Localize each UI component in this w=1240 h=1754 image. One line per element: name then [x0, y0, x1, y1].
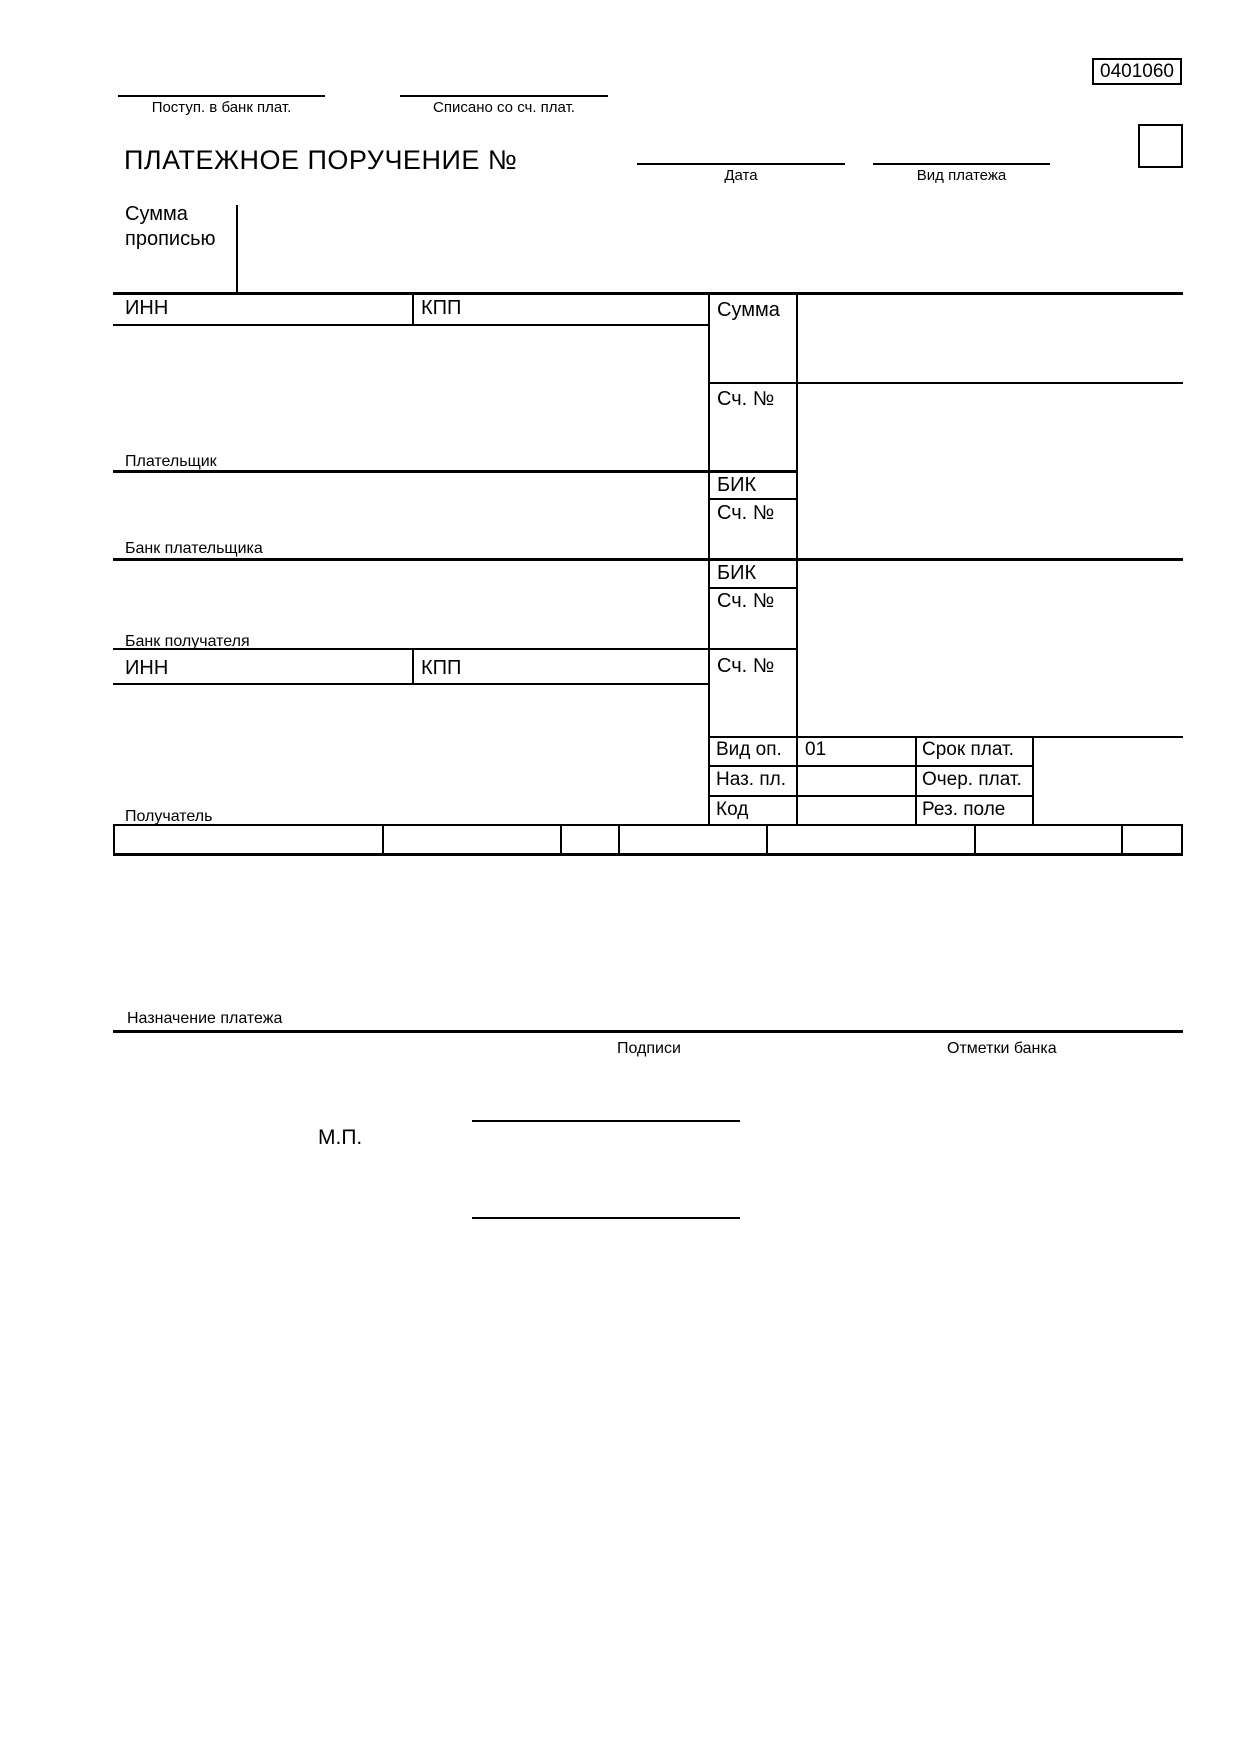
amount-words-label-2: прописью [125, 228, 216, 250]
payee-bank-account-field[interactable] [800, 589, 1180, 647]
divider [118, 95, 325, 97]
bank-marks-label: Отметки банка [947, 1040, 1057, 1057]
payee-kpp-label: КПП [421, 657, 462, 679]
divider [382, 826, 384, 854]
stamp-place-label: М.П. [318, 1126, 363, 1149]
divider [236, 205, 238, 293]
divider [708, 293, 710, 825]
payer-bank-label: Банк плательщика [125, 540, 263, 557]
tax-requisite-field-4[interactable] [769, 828, 972, 852]
payee-inn-label: ИНН [125, 657, 169, 679]
divider [400, 95, 608, 97]
payment-type-field[interactable] [873, 134, 1050, 161]
signature-line-1 [472, 1120, 740, 1122]
divider [412, 293, 414, 325]
divider [618, 826, 620, 854]
operation-type-value: 01 [805, 739, 827, 760]
payee-name-field[interactable] [115, 686, 705, 806]
divider [1121, 826, 1123, 854]
payer-inn-label: ИНН [125, 297, 169, 319]
payer-name-field[interactable] [115, 327, 705, 467]
purpose-code-label: Наз. пл. [716, 769, 786, 790]
amount-words-label-1: Сумма [125, 203, 188, 225]
form-code: 0401060 [1100, 61, 1174, 82]
payment-number-field[interactable] [480, 142, 630, 170]
divider [709, 382, 1183, 384]
divider [1032, 737, 1034, 825]
date-field[interactable] [637, 134, 845, 161]
divider [709, 795, 1033, 797]
payer-account-label: Сч. № [717, 388, 775, 410]
payee-inn-field[interactable] [170, 652, 410, 681]
payer-status-box[interactable] [1138, 124, 1183, 168]
debited-from-account-label: Списано со сч. плат. [433, 99, 575, 116]
payee-underline [113, 824, 1183, 826]
amount-field[interactable] [800, 295, 1180, 380]
divider [709, 765, 1033, 767]
payer-label: Плательщик [125, 453, 217, 470]
page-title: ПЛАТЕЖНОЕ ПОРУЧЕНИЕ № [124, 145, 518, 175]
payee-label: Получатель [125, 808, 213, 825]
tax-requisite-field-2[interactable] [385, 828, 558, 852]
divider [637, 163, 845, 165]
payer-bank-account-field[interactable] [800, 500, 1180, 556]
purpose-underline [113, 1030, 1183, 1033]
signature-line-2 [472, 1217, 740, 1219]
date-label: Дата [724, 167, 758, 184]
tax-requisite-field-1[interactable] [115, 828, 380, 852]
tax-requisite-field-5[interactable] [977, 828, 1119, 852]
payer-bank-bik-field[interactable] [800, 473, 1180, 497]
payee-account-field[interactable] [800, 652, 1180, 734]
payer-kpp-field[interactable] [467, 296, 707, 323]
payee-bank-name-field[interactable] [115, 561, 705, 645]
requisites-row-bottom [113, 853, 1183, 856]
tax-requisite-field-3[interactable] [621, 828, 764, 852]
payee-account-label: Сч. № [717, 655, 775, 677]
payment-purpose-label: Назначение платежа [127, 1010, 283, 1027]
payment-term-label: Срок плат. [922, 739, 1014, 760]
divider [796, 293, 798, 825]
payee-bank-bik-field[interactable] [800, 561, 1180, 586]
payment-purpose-field[interactable] [115, 858, 1180, 1008]
divider [709, 587, 797, 589]
divider [560, 826, 562, 854]
payee-bank-label: Банк получателя [125, 633, 250, 650]
divider [766, 826, 768, 854]
signatures-label: Подписи [617, 1040, 681, 1057]
received-in-bank-label: Поступ. в банк плат. [151, 99, 292, 116]
operation-type-label: Вид оп. [716, 739, 782, 760]
payee-kpp-field[interactable] [467, 652, 707, 681]
divider [873, 163, 1050, 165]
divider [1181, 826, 1183, 854]
divider [915, 737, 917, 825]
payer-bank-bik-label: БИК [717, 474, 757, 496]
payment-priority-label: Очер. плат. [922, 769, 1022, 790]
amount-in-words-field[interactable] [245, 200, 1180, 290]
divider [113, 324, 709, 326]
divider [412, 650, 414, 684]
divider [709, 498, 797, 500]
payer-bank-name-field[interactable] [115, 473, 705, 555]
payer-kpp-label: КПП [421, 297, 462, 319]
payee-bank-account-label: Сч. № [717, 590, 775, 612]
payer-inn-field[interactable] [170, 296, 410, 323]
divider [974, 826, 976, 854]
code-label: Код [716, 799, 749, 820]
divider [113, 683, 709, 685]
payer-bank-account-label: Сч. № [717, 502, 775, 524]
operation-values-field[interactable] [1035, 739, 1179, 823]
amount-label: Сумма [717, 299, 780, 321]
divider [709, 736, 1183, 738]
reserve-field-label: Рез. поле [922, 799, 1006, 820]
payment-type-label: Вид платежа [916, 167, 1007, 184]
form-code-box [1092, 58, 1182, 85]
payee-bank-bik-label: БИК [717, 562, 757, 584]
